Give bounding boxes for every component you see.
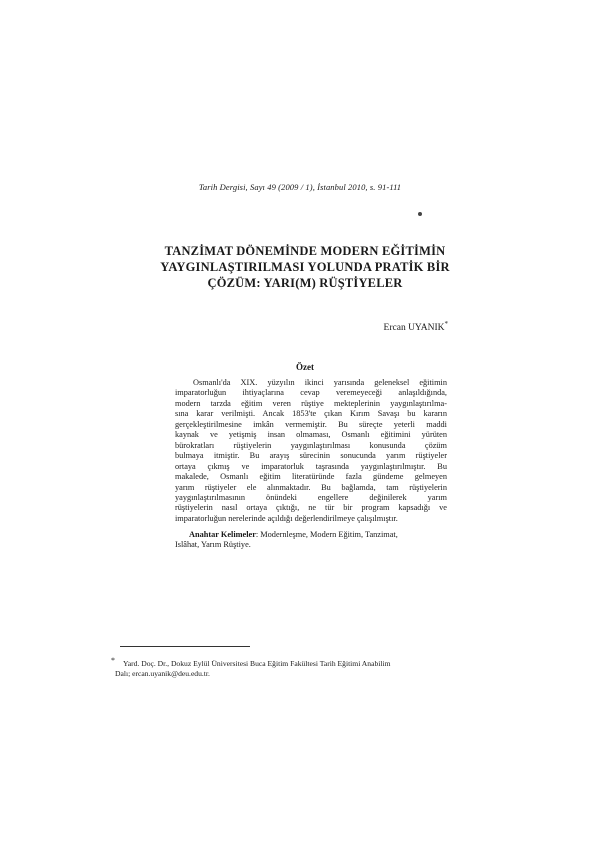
abstract-line: imparatorluğun ihtiyaçlarına cevap veremeyeceği anlaşıldığında, — [175, 388, 447, 398]
keywords-list-part-1: : Modernleşme, Modern Eğitim, Tanzimat, — [255, 530, 398, 539]
footnote-marker: * — [111, 656, 115, 665]
abstract-line: makalede, Osmanlı eğitim literatüründe fazla gündeme gelmeyen — [175, 472, 447, 482]
abstract-line: bürokratları rüştiyelerin yaygınlaştırılması konusunda çözüm — [175, 440, 447, 450]
keywords-label: Anahtar Kelimeler — [189, 530, 256, 539]
journal-reference: Tarih Dergisi, Sayı 49 (2009 / 1), İstanbul 2010, s. 91-111 — [198, 182, 402, 192]
author-footnote-marker: * — [444, 320, 448, 328]
abstract-line: sına karar verilmişti. Ancak 1853'te çıkan Kırım Savaşı bu kararın — [175, 409, 447, 419]
abstract-line: yarım rüştiyeler ele alınmaktadır. Bu bağlamda, tam rüştiyelerin — [175, 482, 447, 492]
abstract-line: Osmanlı'da XIX. yüzyılın ikinci yarısında geleneksel eğitimin — [193, 378, 447, 387]
abstract-line: bulmaya itmiştir. Bu arayış sürecinin sonucunda yarım rüştiyeler — [175, 451, 447, 461]
footnote-divider — [120, 646, 250, 647]
abstract-line: ortaya çıkmış ve imparatorluk taşrasında yaygınlaştırılmıştır. Bu — [175, 461, 447, 471]
abstract-line: gerçekleştirilmesine imkân vermemiştir. Bu süreçte yeterli maddi — [175, 419, 447, 429]
keywords-line-1 — [175, 530, 447, 540]
title-line-1: TANZİMAT DÖNEMİNDE MODERN EĞİTİMİN — [164, 244, 446, 258]
abstract-line: rüştiyelerin nasıl ortaya çıktığı, ne tür bir program kapsadığı ve — [175, 503, 447, 513]
abstract-body — [175, 378, 447, 524]
author-name — [384, 320, 448, 333]
title-line-3: ÇÖZÜM: YARI(M) RÜŞTİYELER — [207, 276, 403, 290]
article-title — [120, 243, 490, 291]
abstract-line: yaygınlaştırılmasının önündeki engellere değinilerek yarım — [175, 492, 447, 502]
author-footnote — [111, 656, 515, 679]
keywords-line-2: Islâhat, Yarım Rüştiye. — [175, 540, 251, 550]
abstract-line: modern tarzda eğitim veren rüştiye mekteplerinin yaygınlaştırılma- — [175, 398, 447, 408]
scan-speck — [418, 212, 422, 216]
keywords — [175, 530, 447, 551]
abstract-heading: Özet — [296, 362, 314, 372]
abstract-paragraph — [175, 378, 447, 524]
author-text: Ercan UYANIK — [383, 323, 445, 334]
abstract-line: kaynak ve yetişmiş insan olmaması, Osmanlı eğitimini yürüten — [175, 430, 447, 440]
title-line-2: YAYGINLAŞTIRILMASI YOLUNDA PRATİK BİR — [160, 260, 450, 274]
abstract-line: imparatorluğun nerelerinde açıldığı değerlendirilmeye çalışılmıştır. — [175, 513, 398, 523]
footnote-line-2: Dalı; ercan.uyanik@deu.edu.tr. — [115, 669, 210, 678]
footnote-line-1: Yard. Doç. Dr., Dokuz Eylül Üniversitesi Buca Eğitim Fakültesi Tarih Eğitimi Anabilim — [123, 659, 391, 668]
